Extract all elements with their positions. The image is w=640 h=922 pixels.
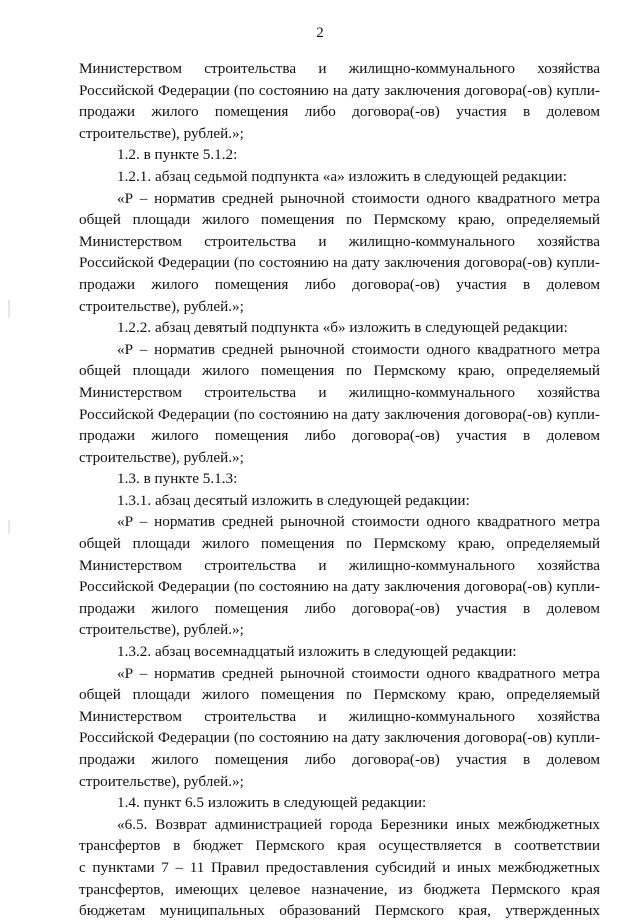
text-line: «Р – норматив средней рыночной стоимости одного квадратного метра xyxy=(117,340,600,358)
text-line: Российской Федерации (по состоянию на дату заключения договора(-ов) купли- xyxy=(79,729,600,747)
scan-artifact xyxy=(8,520,10,534)
text-line: общей площади жилого помещения по Пермскому краю, определяемый xyxy=(79,535,600,553)
text-line: Министерством строительства и жилищно-коммунального хозяйства xyxy=(79,383,600,401)
page-number: 2 xyxy=(316,25,324,41)
text-line: Российской Федерации (по состоянию на дату заключения договора(-ов) купли- xyxy=(79,405,600,423)
text-line: продажи жилого помещения либо договора(-ов) участия в долевом xyxy=(79,599,600,617)
paragraph xyxy=(79,339,600,469)
text-line: 1.2.1. абзац седьмой подпункта «а» изложить в следующей редакции: xyxy=(117,167,567,185)
text-line: продажи жилого помещения либо договора(-ов) участия в долевом xyxy=(79,275,600,293)
text-line: с пунктами 7 – 11 Правил предоставления субсидий и иных межбюджетных xyxy=(79,858,600,876)
text-line: бюджетам муниципальных образований Пермского края, утвержденных xyxy=(79,902,600,920)
paragraph xyxy=(79,468,600,490)
paragraph xyxy=(79,814,600,922)
text-line: 1.3. в пункте 5.1.3: xyxy=(117,470,238,488)
text-line: строительстве), рублей.»; xyxy=(79,772,244,790)
text-line: «Р – норматив средней рыночной стоимости одного квадратного метра xyxy=(117,189,600,207)
text-line: 1.2.2. абзац девятый подпункта «б» изложить в следующей редакции: xyxy=(117,319,568,337)
text-line: 1.3.2. абзац восемнадцатый изложить в следующей редакции: xyxy=(117,643,517,661)
text-line: продажи жилого помещения либо договора(-ов) участия в долевом xyxy=(79,751,600,768)
text-line: Министерством строительства и жилищно-коммунального хозяйства xyxy=(79,232,600,250)
text-line: строительстве), рублей.»; xyxy=(79,297,244,315)
document-body xyxy=(79,58,600,922)
text-line: «Р – норматив средней рыночной стоимости одного квадратного метра xyxy=(117,664,600,682)
text-line: «Р – норматив средней рыночной стоимости одного квадратного метра xyxy=(117,513,600,531)
text-line: Министерством строительства и жилищно-коммунального хозяйства xyxy=(79,556,600,574)
text-line: 1.2. в пункте 5.1.2: xyxy=(117,146,238,164)
paragraph xyxy=(79,641,600,663)
paragraph xyxy=(79,188,600,318)
paragraph xyxy=(79,663,600,793)
text-line: Российской Федерации (по состоянию на дату заключения договора(-ов) купли- xyxy=(79,578,600,596)
paragraph xyxy=(79,317,600,339)
paragraph xyxy=(79,490,600,512)
text-line: 1.4. пункт 6.5 изложить в следующей редакции: xyxy=(117,794,427,812)
text-line: Министерством строительства и жилищно-коммунального хозяйства xyxy=(79,707,600,725)
text-line: строительстве), рублей.»; xyxy=(79,621,244,639)
scan-artifact xyxy=(8,300,10,318)
text-line: строительстве), рублей.»; xyxy=(79,448,244,466)
text-line: трансфертов, имеющих целевое назначение, из бюджета Пермского края xyxy=(79,880,600,898)
paragraph xyxy=(79,792,600,814)
text-line: Российской Федерации (по состоянию на дату заключения договора(-ов) купли- xyxy=(79,254,600,272)
text-line: общей площади жилого помещения по Пермскому краю, определяемый xyxy=(79,211,600,229)
paragraph xyxy=(79,166,600,188)
text-line: продажи жилого помещения либо договора(-ов) участия в долевом xyxy=(79,427,600,445)
text-line: общей площади жилого помещения по Пермскому краю, определяемый xyxy=(79,362,600,380)
text-line: Министерством строительства и жилищно-коммунального хозяйства xyxy=(79,60,600,77)
paragraph xyxy=(79,58,600,144)
paragraph xyxy=(79,144,600,166)
paragraph xyxy=(79,511,600,641)
text-line: строительстве), рублей.»; xyxy=(79,124,244,142)
text-line: 1.3.1. абзац десятый изложить в следующей редакции: xyxy=(117,491,470,509)
text-line: трансфертов в бюджет Пермского края осуществляется в соответствии xyxy=(79,837,600,855)
text-line: «6.5. Возврат администрацией города Березники иных межбюджетных xyxy=(117,815,600,833)
text-line: продажи жилого помещения либо договора(-ов) участия в долевом xyxy=(79,103,600,121)
text-line: Российской Федерации (по состоянию на дату заключения договора(-ов) купли- xyxy=(79,81,600,99)
text-line: общей площади жилого помещения по Пермскому краю, определяемый xyxy=(79,686,600,704)
